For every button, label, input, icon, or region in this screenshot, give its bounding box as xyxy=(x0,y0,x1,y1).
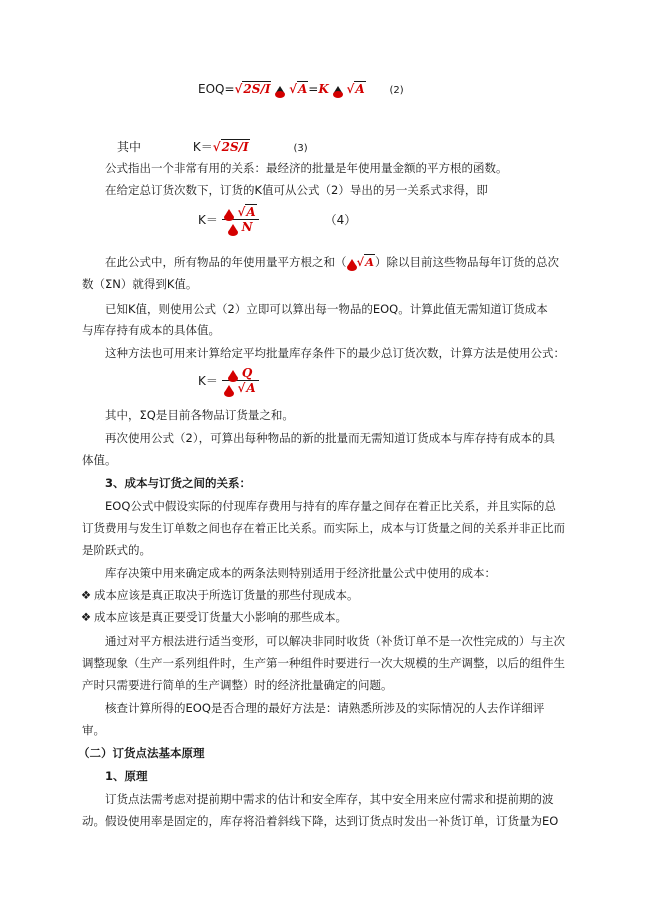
paragraph-12-line-2: 动。假设使用率是固定的，库存将沿着斜线下降，达到订货点时发出一补货订单，订货量为EO xyxy=(82,814,559,828)
paragraph-8-line-1: EOQ公式中假设实际的付现库存费用与持有的库存量之间存在着正比关系，并且实际的总 xyxy=(105,499,556,513)
paragraph-11-line-2: 审。 xyxy=(82,723,105,737)
sum-symbol-icon xyxy=(228,370,238,378)
paragraph-4-line-1: 已知K值，则使用公式（2）立即可以算出每一物品的EOQ。计算此值无需知道订货成本 xyxy=(105,302,548,316)
paragraph-7-line-2: 体值。 xyxy=(82,453,117,467)
eq5-fraction: $\frac{Q}{√A}$ xyxy=(222,366,259,395)
section-heading-2: （二）订货点法基本原理 xyxy=(78,746,205,760)
sqrt-a-2: √A xyxy=(346,82,365,96)
sqrt-2s-over-i-k: √2S/I xyxy=(212,140,249,154)
equation-2 xyxy=(198,82,404,96)
paragraph-4-line-2: 与库存持有成本的具体值。 xyxy=(82,323,220,337)
paragraph-10-line-1: 通过对平方根法进行适当变形，可以解决非同时收货（补货订单不是一次性完成的）与主次 xyxy=(105,634,565,648)
section-heading-3: 3、成本与订货之间的关系： xyxy=(105,476,252,490)
sum-symbol-icon xyxy=(347,259,357,267)
eq3-number: (3) xyxy=(293,143,308,154)
bullet-item-2: ❖ 成本应该是真正要受订货量大小影响的那些成本。 xyxy=(78,607,566,628)
eq3-lhs: K＝ xyxy=(192,140,213,154)
subsection-heading-1: 1、原理 xyxy=(105,769,148,783)
diamond-bullet-icon: ❖ xyxy=(80,588,92,602)
eq5-lhs: K＝ xyxy=(198,374,218,388)
equation-4 xyxy=(198,205,356,234)
paragraph-12-line-1: 订货点法需考虑对提前期中需求的估计和安全库存，其中安全用来应付需求和提前期的波 xyxy=(105,792,554,806)
sum-symbol-icon xyxy=(224,209,234,217)
eq2-k: K xyxy=(318,82,329,96)
eq4-number: （4） xyxy=(324,213,357,227)
paragraph-3-line-1: 在此公式中，所有物品的年使用量平方根之和（ √A）除以目前这些物品每年订货的总次 xyxy=(105,255,559,269)
equation-3 xyxy=(117,138,308,155)
symbol-icon xyxy=(275,86,285,94)
paragraph-8-line-2: 订货费用与发生订单数之间也存在着正比关系。而实际上，成本与订货量之间的关系并非正比而 xyxy=(82,521,565,535)
paragraph-3-line-2: 数（ΣN）就得到K值。 xyxy=(82,277,198,291)
eq4-lhs: K＝ xyxy=(198,213,218,227)
diamond-bullet-icon: ❖ xyxy=(80,610,92,624)
eq4-fraction: $\frac{√A}{N}$ xyxy=(222,205,259,234)
paragraph-7-line-1: 再次使用公式（2），可算出每种物品的新的批量而无需知道订货成本与库存持有成本的具 xyxy=(105,431,556,445)
sqrt-2s-over-i: √2S/I xyxy=(234,82,271,96)
paragraph-2: 在给定总订货次数下，订货的K值可从公式（2）导出的另一关系式求得，即 xyxy=(105,183,488,197)
sum-symbol-icon xyxy=(228,224,238,232)
bullet-item-1: ❖ 成本应该是真正取决于所选订货量的那些付现成本。 xyxy=(78,585,566,606)
eq2-lhs: EOQ= xyxy=(198,82,235,96)
paragraph-6: 其中，ΣQ是目前各物品订货量之和。 xyxy=(105,408,294,422)
equation-5 xyxy=(198,366,259,395)
sqrt-a: √A xyxy=(289,82,308,96)
sum-symbol-icon xyxy=(224,385,234,393)
paragraph-10-line-3: 产时只需要进行简单的生产调整）时的经济批量确定的问题。 xyxy=(82,678,393,692)
paragraph-9: 库存决策中用来确定成本的两条法则特别适用于经济批量公式中使用的成本： xyxy=(105,566,496,580)
symbol-icon xyxy=(333,86,343,94)
paragraph-1: 公式指出一个非常有用的关系：最经济的批量是年使用量金额的平方根的函数。 xyxy=(105,161,508,175)
paragraph-8-line-3: 是阶跃式的。 xyxy=(82,543,151,557)
eq2-number: (2) xyxy=(389,85,404,96)
paragraph-11-line-1: 核查计算所得的EOQ是否合理的最好方法是：请熟悉所涉及的实际情况的人去作详细评 xyxy=(105,701,545,715)
paragraph-5: 这种方法也可用来计算给定平均批量库存条件下的最少总订货次数，计算方法是使用公式： xyxy=(105,346,565,360)
eq2-equals: = xyxy=(308,82,319,96)
eq3-label: 其中 xyxy=(117,140,142,154)
paragraph-10-line-2: 调整现象（生产一系列组件时，生产第一种组件时要进行一次大规模的生产调整，以后的组件生 xyxy=(82,656,565,670)
